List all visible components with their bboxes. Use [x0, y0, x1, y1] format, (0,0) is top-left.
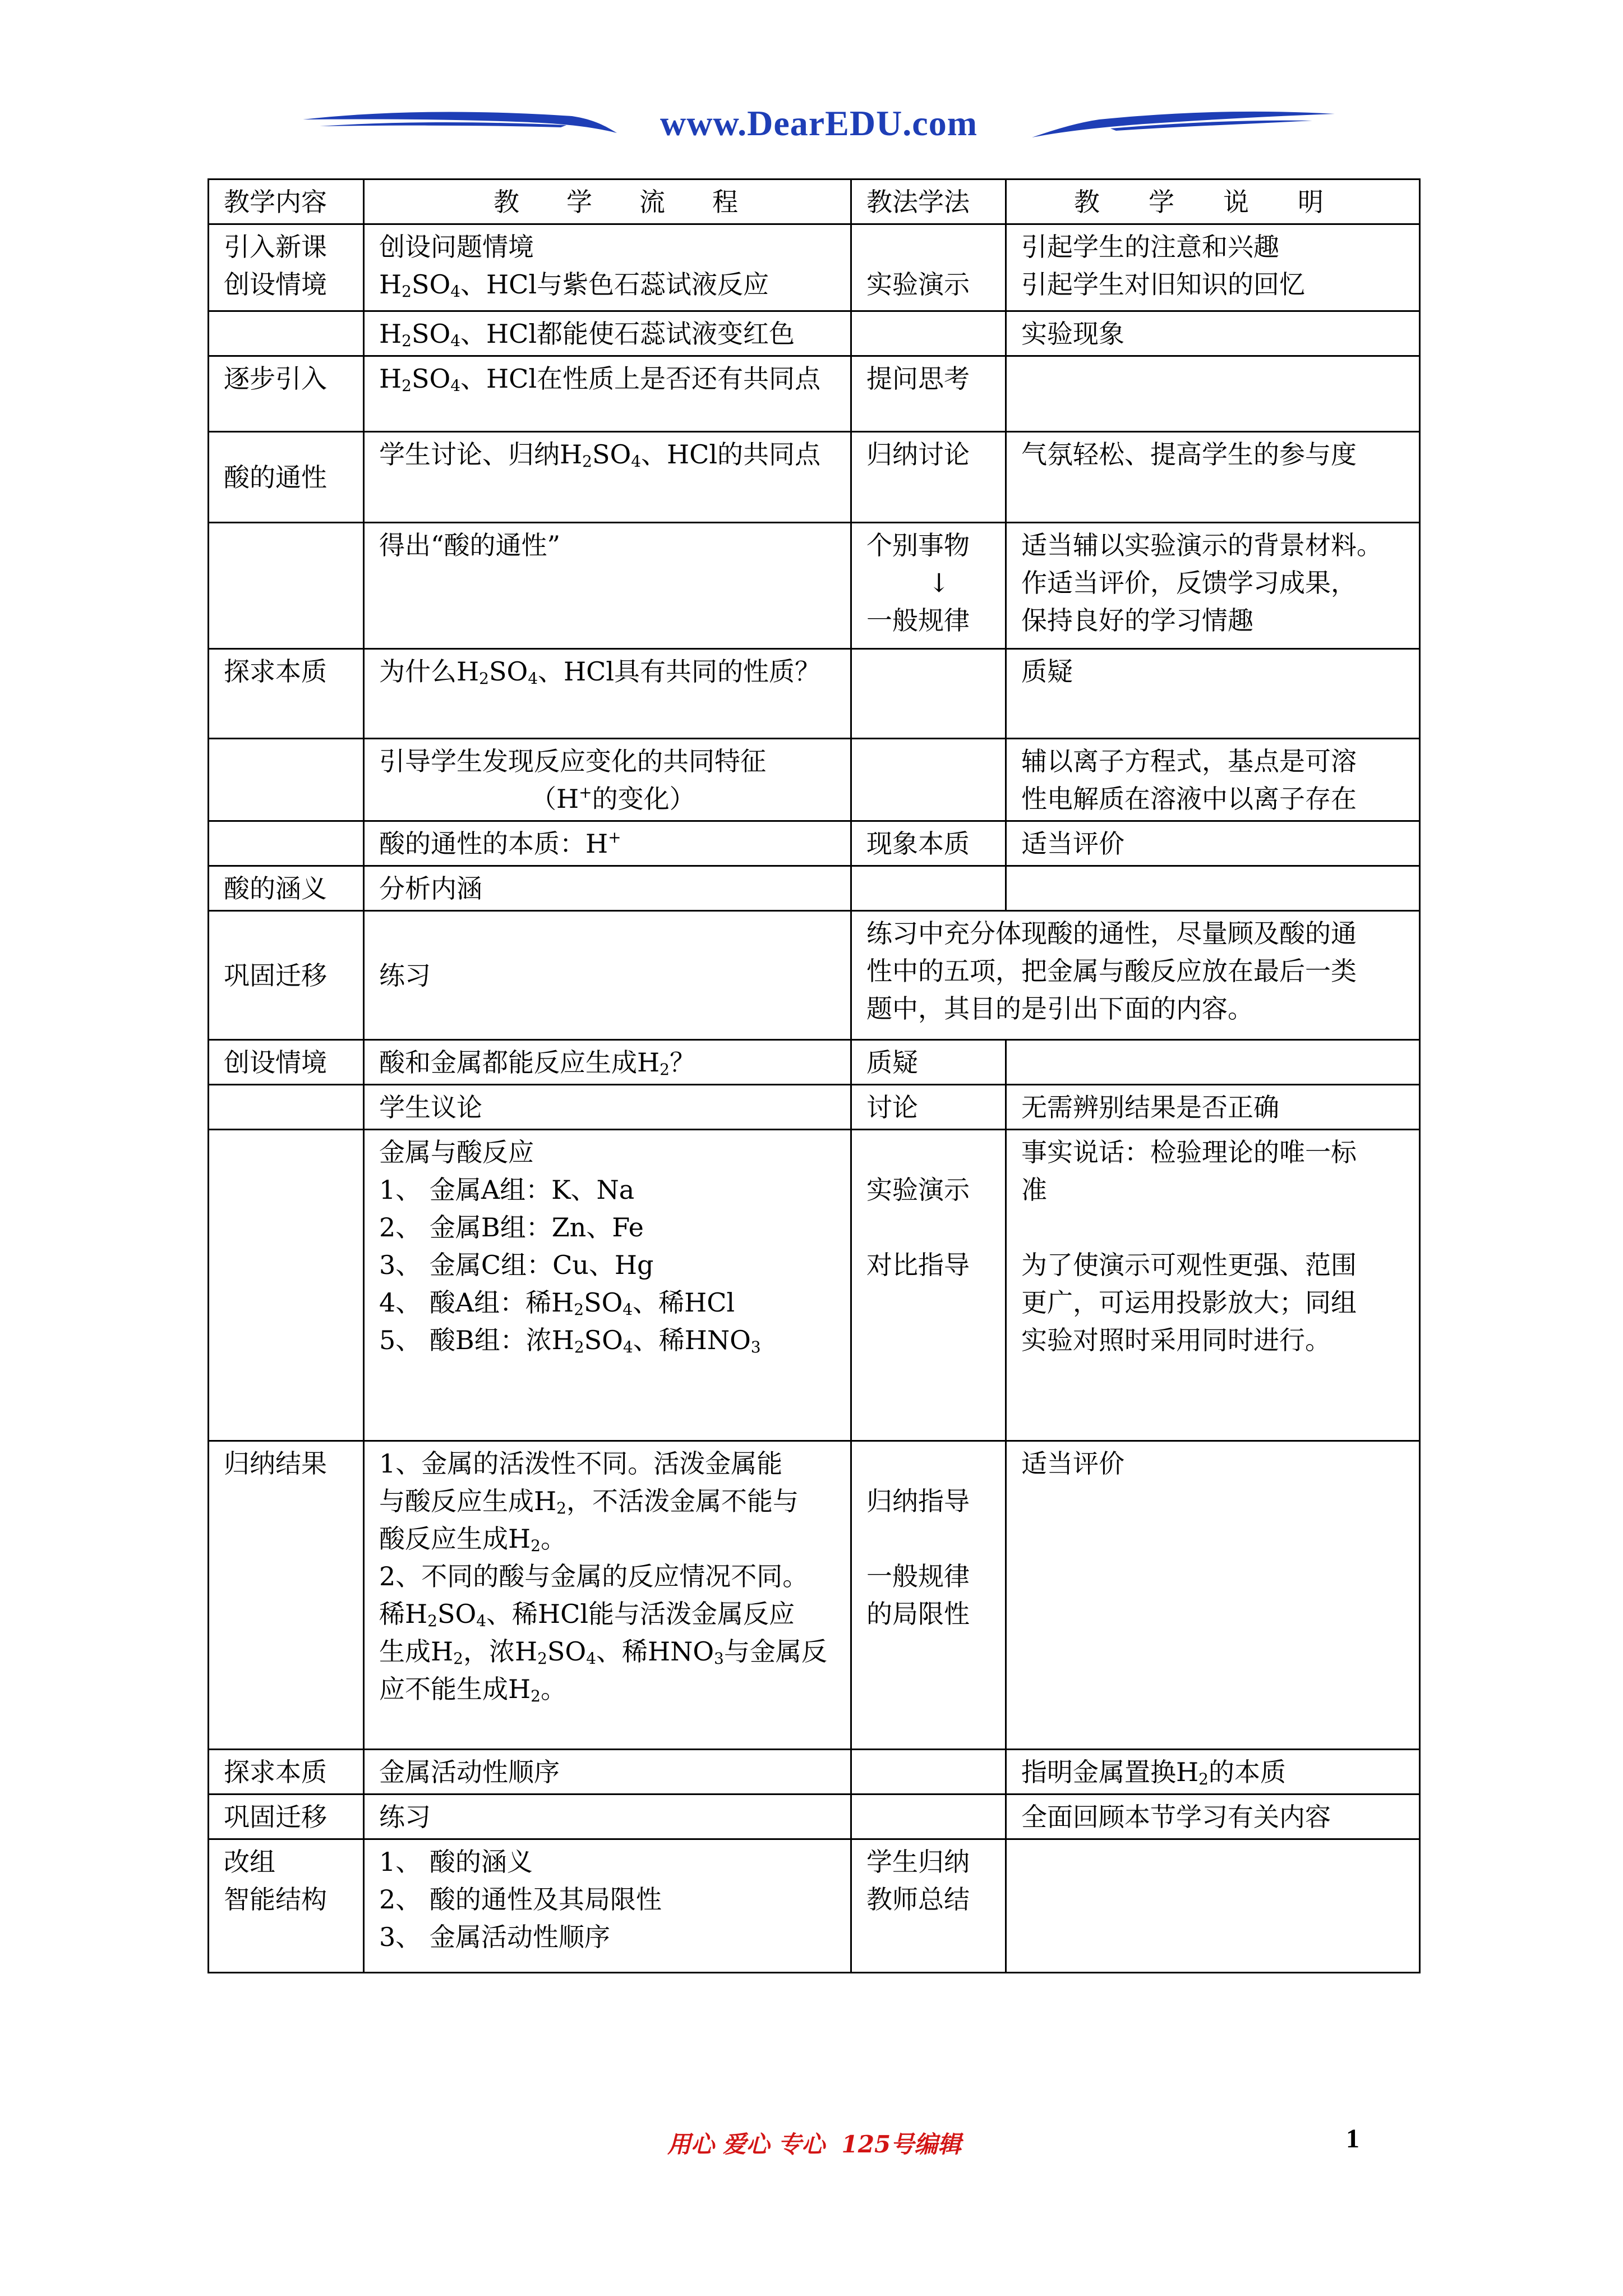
cell-method: [851, 224, 1006, 311]
table-row: [209, 1839, 1420, 1973]
method-line: 质疑: [866, 1047, 918, 1078]
cell-merged-note: [851, 911, 1420, 1040]
cell-note: [1006, 821, 1420, 866]
footer-motto: [667, 2126, 961, 2160]
note-line: 质疑: [1021, 656, 1073, 687]
flow-line: 学生讨论、归纳$H_2SO_4$、HCl的共同点: [379, 439, 821, 471]
cell-flow: [364, 821, 851, 866]
cell-flow: [364, 523, 851, 649]
header-method: 教法学法: [851, 180, 1006, 224]
content-line: 创设情境: [224, 269, 327, 300]
flow-line: 金属与酸反应: [379, 1137, 534, 1167]
flow-line: 1、金属的活泼性不同。活泼金属能: [379, 1448, 783, 1479]
note-line: 适当辅以实验演示的背景材料。: [1021, 530, 1382, 560]
cell-content: [209, 1750, 364, 1795]
cell-flow: [364, 432, 851, 523]
flow-line: $H_2SO_4$、HCl与紫色石蕊试液反应: [379, 269, 769, 301]
cell-content: [209, 1085, 364, 1130]
cell-flow: [364, 1130, 851, 1441]
flow-line: 创设问题情境: [379, 232, 534, 262]
table-row: [209, 911, 1420, 1040]
note-line: 更广，可运用投影放大；同组: [1021, 1287, 1357, 1318]
cell-content: [209, 739, 364, 821]
table-header-row: [209, 180, 1420, 224]
flow-line: 2、 酸的通性及其局限性: [379, 1884, 662, 1915]
cell-note: [1006, 1040, 1420, 1085]
cell-content: [209, 649, 364, 739]
flow-line: 5、 酸B组：浓$H_2SO_4$、稀$HNO_3$: [379, 1325, 761, 1356]
content-line: 巩固迁移: [224, 960, 327, 991]
method-line: 归纳讨论: [866, 439, 970, 470]
method-line: ↓: [928, 568, 950, 598]
method-line: 教师总结: [866, 1884, 970, 1915]
method-line: 个别事物: [866, 530, 970, 560]
cell-note: [1006, 866, 1420, 911]
content-line: 探求本质: [224, 656, 327, 687]
flow-line: 3、 金属活动性顺序: [379, 1922, 610, 1952]
table-row: [209, 739, 1420, 821]
flow-line: 练习: [379, 1802, 431, 1832]
cell-flow: [364, 1750, 851, 1795]
footer-editor: 125号编辑: [841, 2131, 962, 2158]
cell-note: [1006, 432, 1420, 523]
note-line: [1021, 1209, 1419, 1246]
note-line: 辅以离子方程式，基点是可溶: [1021, 746, 1357, 776]
flow-line: 应不能生成$H_2$。: [379, 1674, 566, 1705]
table-row: [209, 523, 1420, 649]
table-row: [209, 432, 1420, 523]
cell-method: [851, 523, 1006, 649]
cell-method: [851, 821, 1006, 866]
cell-method: [851, 739, 1006, 821]
table-row: [209, 1040, 1420, 1085]
flow-line: 2、 金属B组：Zn、Fe: [379, 1212, 644, 1243]
note-line: 适当评价: [1021, 829, 1124, 859]
cell-flow: [364, 311, 851, 356]
flow-line: $H_2SO_4$、HCl都能使石蕊试液变红色: [379, 319, 795, 350]
flow-line: 与酸反应生成$H_2$，不活泼金属不能与: [379, 1486, 799, 1517]
cell-content: [209, 224, 364, 311]
method-line: [866, 1134, 1005, 1171]
note-line: 准: [1021, 1175, 1047, 1205]
flow-line: 得出“酸的通性”: [379, 530, 561, 560]
cell-content: [209, 1795, 364, 1839]
note-line: 性电解质在溶液中以离子存在: [1021, 784, 1357, 814]
table-row: [209, 311, 1420, 356]
content-line: 探求本质: [224, 1757, 327, 1787]
flow-line: 酸和金属都能反应生成$H_2$？: [379, 1047, 695, 1079]
cell-note: [1006, 1795, 1420, 1839]
flow-line: 金属活动性顺序: [379, 1757, 560, 1787]
note-line: 引起学生对旧知识的回忆: [1021, 269, 1305, 300]
cell-method: [851, 311, 1006, 356]
content-line: 引入新课: [224, 232, 327, 262]
method-line: 现象本质: [866, 829, 970, 859]
cell-method: [851, 649, 1006, 739]
flow-line: 为什么$H_2SO_4$、HCl具有共同的性质？: [379, 656, 821, 688]
cell-flow: [364, 649, 851, 739]
cell-note: [1006, 1839, 1420, 1973]
cell-note: [1006, 1750, 1420, 1795]
method-line: 归纳指导: [866, 1486, 970, 1516]
flow-line: （H+的变化）: [531, 783, 695, 814]
table-row: [209, 1441, 1420, 1750]
content-line: 智能结构: [224, 1884, 327, 1915]
flow-line: 酸反应生成$H_2$。: [379, 1524, 566, 1555]
method-line: [866, 1209, 1005, 1246]
content-line: 创设情境: [224, 1047, 327, 1078]
cell-content: [209, 1040, 364, 1085]
note-line: 为了使演示可观性更强、范围: [1021, 1250, 1357, 1280]
cell-method: [851, 1085, 1006, 1130]
cell-note: [1006, 523, 1420, 649]
method-line: 讨论: [866, 1092, 918, 1122]
note-line: 实验对照时采用同时进行。: [1021, 1325, 1331, 1355]
table-row: [209, 1795, 1420, 1839]
table-row: [209, 1130, 1420, 1441]
content-line: 改组: [224, 1847, 275, 1877]
note-line: 适当评价: [1021, 1448, 1124, 1479]
cell-content: [209, 1130, 364, 1441]
cell-flow: [364, 866, 851, 911]
flow-line: $H_2SO_4$、HCl在性质上是否还有共同点: [379, 364, 821, 395]
method-line: 提问思考: [866, 364, 970, 394]
cell-content: [209, 311, 364, 356]
method-line: 的局限性: [866, 1599, 970, 1629]
cell-content: [209, 432, 364, 523]
flow-line: 4、 酸A组：稀$H_2SO_4$、稀HCl: [379, 1287, 735, 1319]
page-number: 1: [1346, 2124, 1359, 2154]
table-row: [209, 1085, 1420, 1130]
table-row: [209, 224, 1420, 311]
flow-line: 2、不同的酸与金属的反应情况不同。: [379, 1561, 809, 1591]
cell-content: [209, 356, 364, 432]
cell-note: [1006, 1441, 1420, 1750]
content-line: 逐步引入: [224, 364, 327, 394]
flow-line: 3、 金属C组：Cu、Hg: [379, 1250, 654, 1280]
method-line: [866, 1445, 1005, 1483]
method-line: 对比指导: [866, 1250, 970, 1280]
cell-flow: [364, 911, 851, 1040]
cell-content: [209, 1441, 364, 1750]
cell-content: [209, 821, 364, 866]
site-header: [303, 93, 1335, 154]
site-url[interactable]: www.DearEDU.com: [660, 103, 978, 143]
note-line: 实验现象: [1021, 319, 1124, 349]
flow-line: 生成$H_2$，浓$H_2SO_4$、稀$HNO_3$与金属反: [379, 1636, 827, 1668]
method-line: [866, 1520, 1005, 1558]
lesson-plan-table: [208, 178, 1421, 1973]
content-line: 巩固迁移: [224, 1802, 327, 1832]
cell-flow: [364, 224, 851, 311]
merged-note-line: 练习中充分体现酸的通性，尽量顾及酸的通: [866, 918, 1357, 949]
cell-method: [851, 1795, 1006, 1839]
note-line: 无需辨别结果是否正确: [1021, 1092, 1279, 1122]
flow-line: 酸的通性的本质：H+: [379, 828, 621, 859]
cell-note: [1006, 224, 1420, 311]
note-line: 全面回顾本节学习有关内容: [1021, 1802, 1331, 1832]
header-note: 教 学 说 明: [1006, 180, 1420, 224]
cell-note: [1006, 1085, 1420, 1130]
cell-note: [1006, 739, 1420, 821]
table-row: [209, 866, 1420, 911]
table-row: [209, 821, 1420, 866]
header-content: 教学内容: [209, 180, 364, 224]
cell-content: [209, 911, 364, 1040]
note-line: 事实说话：检验理论的唯一标: [1021, 1137, 1357, 1167]
flow-line: 分析内涵: [379, 873, 482, 904]
cell-method: [851, 432, 1006, 523]
cell-method: [851, 1750, 1006, 1795]
cell-flow: [364, 1441, 851, 1750]
note-line: 指明金属置换$H_2$的本质: [1021, 1757, 1286, 1788]
cell-flow: [364, 1040, 851, 1085]
merged-note-line: 题中，其目的是引出下面的内容。: [866, 993, 1253, 1024]
content-line: 归纳结果: [224, 1448, 327, 1479]
cell-method: [851, 866, 1006, 911]
footer-motto-text: 用心 爱心 专心: [667, 2131, 826, 2158]
table-row: [209, 356, 1420, 432]
content-line: 酸的通性: [224, 462, 327, 493]
cell-content: [209, 866, 364, 911]
cell-flow: [364, 356, 851, 432]
cell-method: [851, 1040, 1006, 1085]
cell-note: [1006, 1130, 1420, 1441]
cell-flow: [364, 1795, 851, 1839]
flow-line: 1、 酸的涵义: [379, 1847, 533, 1877]
method-line: [866, 228, 1005, 266]
cell-content: [209, 523, 364, 649]
note-line: 引起学生的注意和兴趣: [1021, 232, 1279, 262]
header-flow: 教 学 流 程: [364, 180, 851, 224]
flow-line: 学生议论: [379, 1092, 482, 1122]
content-line: 酸的涵义: [224, 873, 327, 904]
cell-method: [851, 1441, 1006, 1750]
cell-flow: [364, 739, 851, 821]
cell-method: [851, 1130, 1006, 1441]
table-row: [209, 1750, 1420, 1795]
note-line: 作适当评价，反馈学习成果，: [1021, 568, 1357, 598]
note-line: 保持良好的学习情趣: [1021, 605, 1253, 636]
method-line: 实验演示: [866, 1175, 970, 1205]
cell-note: [1006, 649, 1420, 739]
cell-content: [209, 1839, 364, 1973]
method-line: 一般规律: [866, 1561, 970, 1591]
cell-flow: [364, 1085, 851, 1130]
flow-line: 1、 金属A组：K、Na: [379, 1175, 635, 1205]
merged-note-line: 性中的五项，把金属与酸反应放在最后一类: [866, 956, 1357, 986]
cell-note: [1006, 356, 1420, 432]
cell-method: [851, 356, 1006, 432]
method-line: 一般规律: [866, 605, 970, 636]
flow-line: 稀$H_2SO_4$、稀HCl能与活泼金属反应: [379, 1599, 795, 1630]
cell-flow: [364, 1839, 851, 1973]
method-line: 实验演示: [866, 269, 970, 300]
table-row: [209, 649, 1420, 739]
cell-note: [1006, 311, 1420, 356]
note-line: 气氛轻松、提高学生的参与度: [1021, 439, 1357, 470]
flow-line: 练习: [379, 960, 431, 991]
flow-line: 引导学生发现反应变化的共同特征: [379, 746, 766, 776]
cell-method: [851, 1839, 1006, 1973]
method-line: 学生归纳: [866, 1847, 970, 1877]
